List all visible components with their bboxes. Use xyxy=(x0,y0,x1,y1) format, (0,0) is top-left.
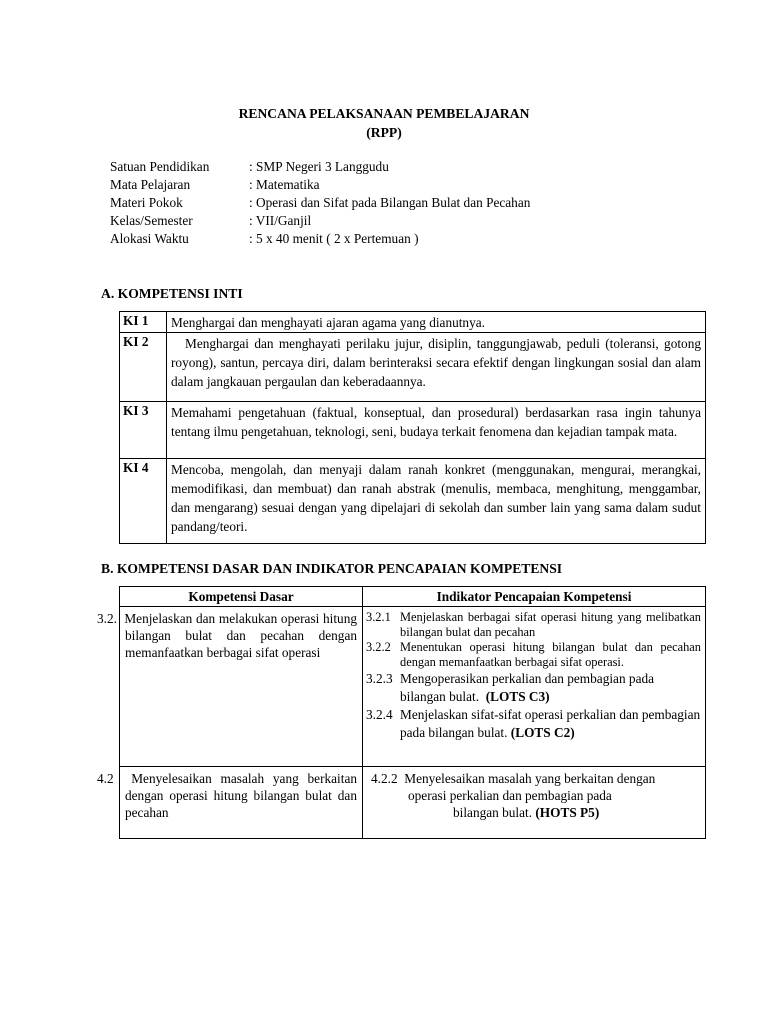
indicator-number: 3.2.2 xyxy=(366,640,391,654)
kd-text: Menjelaskan dan melakukan operasi hitung bilangan bulat dan pecahan dengan memanfaatkan berbagai sifat operasi xyxy=(124,611,357,660)
indicator-text: Menjelaskan sifat-sifat operasi perkalian dan pembagian pada bilangan bulat. xyxy=(400,707,701,740)
indicator-item xyxy=(366,610,701,640)
identity-row xyxy=(110,212,530,230)
ki-label: KI 4 xyxy=(120,459,167,544)
kd-row xyxy=(120,767,706,839)
indicator-number: 3.2.4 xyxy=(366,707,393,722)
identity-row xyxy=(110,176,530,194)
identity-key: Mata Pelajaran xyxy=(110,177,191,192)
indicator-item xyxy=(366,670,701,706)
indicator-text: Menentukan operasi hitung bilangan bulat dan pecahan dengan memanfaatkan berbagai sifat operasi. xyxy=(400,640,701,669)
ki-text: Menghargai dan menghayati perilaku jujur, disiplin, tanggungjawab, peduli (toleransi, gotong royong), santun, percaya diri, dalam berinteraksi secara efektif dengan lingkungan sosial dan alam dalam jangkauan pergaulan dan keberadaannya. xyxy=(167,333,706,402)
indicator-text-line-2: operasi perkalian dan pembagian pada xyxy=(408,788,612,803)
indicator-item xyxy=(371,770,701,787)
ki-label: KI 1 xyxy=(120,312,167,333)
ki-label: KI 2 xyxy=(120,333,167,402)
ki-row xyxy=(120,312,706,333)
kd-number: 3.2. xyxy=(97,611,117,626)
identity-key: Satuan Pendidikan xyxy=(110,159,210,174)
indicator-body xyxy=(400,670,701,706)
ki-row xyxy=(120,333,706,402)
identity-row xyxy=(110,230,530,248)
identity-value: : Matematika xyxy=(249,177,320,192)
indicator-level-tag: (HOTS P5) xyxy=(535,805,600,820)
indicator-text: Menjelaskan berbagai sifat operasi hitung yang melibatkan bilangan bulat dan pecahan xyxy=(400,610,701,639)
kd-number: 4.2 xyxy=(97,771,114,786)
title-line-2: (RPP) xyxy=(366,125,402,140)
indicator-number: 3.2.3 xyxy=(366,671,393,686)
indicator-number: 4.2.2 xyxy=(371,771,398,786)
kd-cell xyxy=(97,607,363,767)
kompetensi-inti-table xyxy=(119,311,706,544)
identity-value: : VII/Ganjil xyxy=(249,213,312,228)
ki-row xyxy=(120,402,706,459)
indicator-level-tag: (LOTS C3) xyxy=(485,689,550,704)
kd-text: Menyelesaikan masalah yang berkaitan dengan operasi hitung bilangan bulat dan pecahan xyxy=(125,771,358,820)
indicator-body xyxy=(400,706,701,742)
kd-cell xyxy=(97,767,363,839)
indicator-number: 3.2.1 xyxy=(366,610,391,624)
identity-key: Kelas/Semester xyxy=(110,213,193,228)
identity-key: Materi Pokok xyxy=(110,195,183,210)
ki-label: KI 3 xyxy=(120,402,167,459)
document-title xyxy=(0,104,768,142)
indicator-text-line-3: bilangan bulat. xyxy=(453,805,533,820)
indicator-text-line-1: Menyelesaikan masalah yang berkaitan dengan xyxy=(404,771,656,786)
indicator-line-3 xyxy=(371,804,701,821)
identity-value: : Operasi dan Sifat pada Bilangan Bulat dan Pecahan xyxy=(249,195,531,210)
indicator-level-tag: (LOTS C2) xyxy=(510,725,575,740)
indicator-item xyxy=(366,706,701,742)
identity-key: Alokasi Waktu xyxy=(110,231,189,246)
section-a-heading: A. KOMPETENSI INTI xyxy=(101,286,243,301)
kd-header-row xyxy=(120,587,706,607)
identity-table xyxy=(110,158,530,248)
kd-ipk-table xyxy=(97,586,706,839)
identity-value: : SMP Negeri 3 Langgudu xyxy=(249,159,389,174)
ki-row xyxy=(120,459,706,544)
identity-row xyxy=(110,158,530,176)
identity-value: : 5 x 40 menit ( 2 x Pertemuan ) xyxy=(249,231,419,246)
ipk-cell xyxy=(363,767,706,839)
ki-text: Memahami pengetahuan (faktual, konseptual, dan prosedural) berdasarkan rasa ingin tahunya tentang ilmu pengetahuan, teknologi, seni, budaya terkait fenomena dan kejadian tampak mata. xyxy=(167,402,706,459)
kd-row xyxy=(120,607,706,767)
kd-column-header: Kompetensi Dasar xyxy=(120,587,363,607)
identity-row xyxy=(110,194,530,212)
title-line-1: RENCANA PELAKSANAAN PEMBELAJARAN xyxy=(238,106,530,121)
section-b-heading: B. KOMPETENSI DASAR DAN INDIKATOR PENCAPAIAN KOMPETENSI xyxy=(101,561,563,576)
ipk-cell xyxy=(363,607,706,767)
ipk-column-header: Indikator Pencapaian Kompetensi xyxy=(363,587,706,607)
ki-text: Mencoba, mengolah, dan menyaji dalam ranah konkret (menggunakan, mengurai, merangkai, memodifikasi, dan membuat) dan ranah abstrak (menulis, membaca, menghitung, menggambar, dan mengarang) sesuai dengan yang dipelajari di sekolah dan sumber lain yang sama dalam sudut pandang/teori. xyxy=(167,459,706,544)
ki-text: Menghargai dan menghayati ajaran agama yang dianutnya. xyxy=(167,312,706,333)
indicator-item xyxy=(366,640,701,670)
indicator-text: Mengoperasikan perkalian dan pembagian pada bilangan bulat. xyxy=(400,671,655,704)
